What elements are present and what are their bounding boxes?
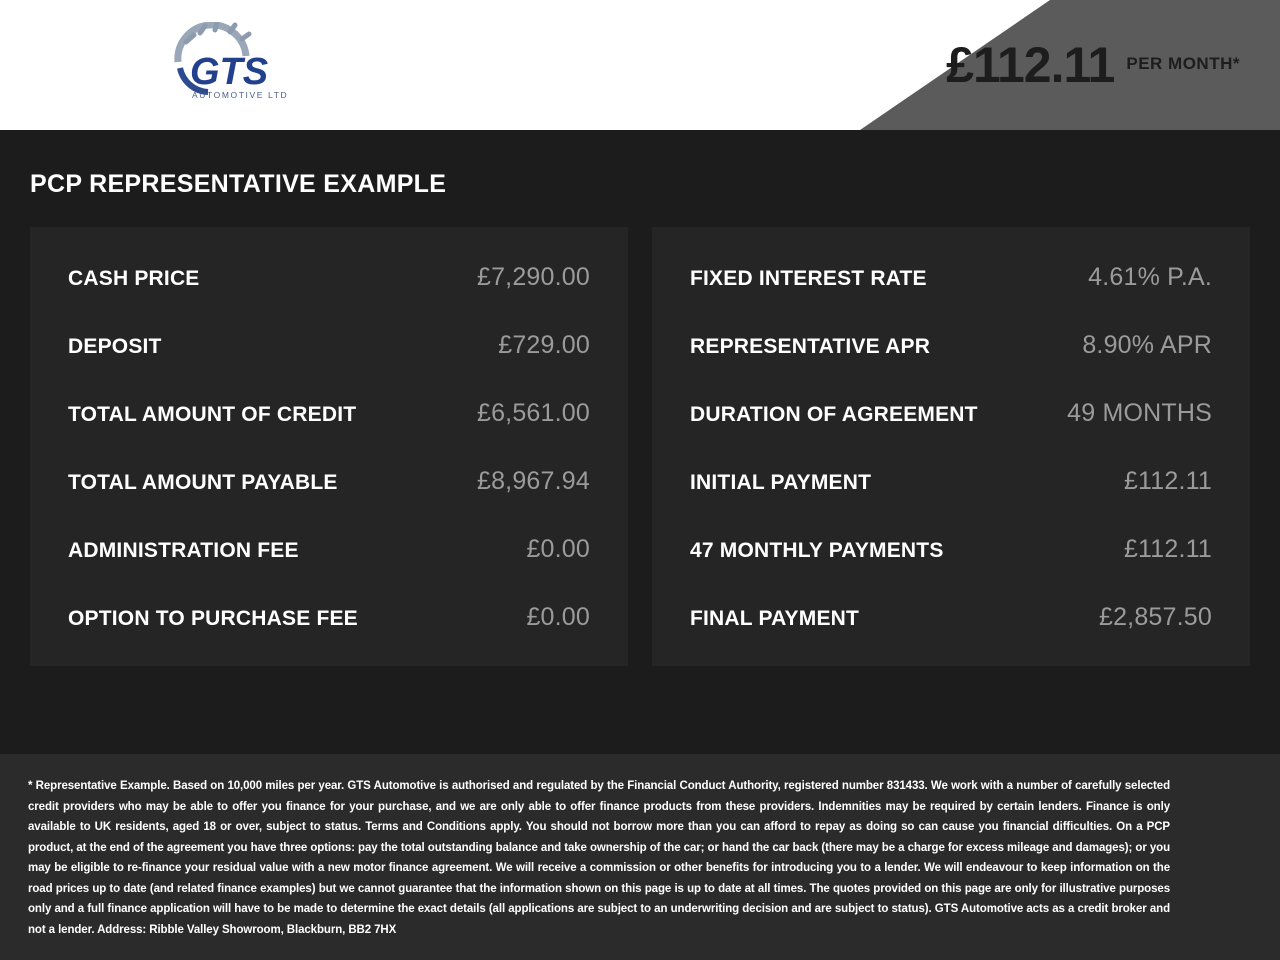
page-title: PCP REPRESENTATIVE EXAMPLE [30,170,447,198]
disclaimer-footer [0,754,1280,960]
table-row [690,535,1212,564]
svg-text:AUTOMOTIVE LTD: AUTOMOTIVE LTD [192,90,289,100]
row-value: £8,967.94 [476,467,590,495]
svg-text:GTS: GTS [190,51,269,93]
table-row [690,603,1212,632]
row-value: £7,290.00 [476,263,590,291]
gts-automotive-logo [160,22,290,108]
row-value: £112.11 [1123,535,1212,563]
table-row [68,263,590,292]
row-label: DEPOSIT [68,335,162,358]
row-label: CASH PRICE [68,267,200,290]
row-label: OPTION TO PURCHASE FEE [68,607,358,630]
row-value: £2,857.50 [1098,603,1212,631]
row-value: 4.61% P.A. [1088,263,1212,291]
monthly-price-period: PER MONTH* [1126,54,1240,73]
table-row [690,467,1212,496]
row-label: INITIAL PAYMENT [690,471,872,494]
table-row [690,331,1212,360]
page-header [0,0,1280,130]
row-value: £112.11 [1123,467,1212,495]
table-row [68,399,590,428]
row-value: 8.90% APR [1082,331,1212,359]
disclaimer-text: * Representative Example. Based on 10,000 miles per year. GTS Automotive is authorised and regulated by the Financial Conduct Authority, registered number 831433. We work with a number of carefully selected credit providers who may be able to offer you finance for your purchase, and we are only able to offer finance products from these providers. Indemnities may be required by certain lenders. Finance is only available to UK residents, aged 18 or over, subject to status. Terms and Conditions apply. You should not borrow more than you can afford to repay as doing so can cause you financial difficulties. On a PCP product, at the end of the agreement you have three options: pay the total outstanding balance and take ownership of the car; or hand the car back (there may be a charge for excess mileage and damages); or you may be eligible to re-finance your residual value with a new motor finance agreement. We will receive a commission or other benefits for introducing you to a lender. We will endeavour to keep information on the road prices up to date (and related finance examples) but we cannot guarantee that the information shown on this page is up to date at all times. The quotes provided on this page are only for illustrative purposes only and a full finance application will have to be made to determine the exact details (all applications are subject to an underwriting decision and are subject to status). GTS Automotive acts as a credit broker and not a lender. Address: Ribble Valley Showroom, Blackburn, BB2 7HX [28,780,1170,936]
table-row [690,263,1212,292]
row-value: £729.00 [498,331,590,359]
row-label: DURATION OF AGREEMENT [690,403,978,426]
finance-panel-right [652,227,1250,666]
row-label: REPRESENTATIVE APR [690,335,931,358]
table-row [690,399,1212,428]
row-value: £6,561.00 [476,399,590,427]
monthly-price-value: £112.11 [946,37,1115,93]
row-value: 49 MONTHS [1067,399,1212,427]
table-row [68,535,590,564]
row-label: 47 MONTHLY PAYMENTS [690,539,944,562]
main-content [0,130,1280,960]
row-label: TOTAL AMOUNT PAYABLE [68,471,338,494]
row-value: £0.00 [526,603,590,631]
row-label: TOTAL AMOUNT OF CREDIT [68,403,357,426]
table-row [68,331,590,360]
finance-panels [0,199,1280,666]
row-value: £0.00 [526,535,590,563]
row-label: FIXED INTEREST RATE [690,267,927,290]
row-label: FINAL PAYMENT [690,607,860,630]
row-label: ADMINISTRATION FEE [68,539,299,562]
monthly-price-block [860,0,1280,130]
finance-panel-left [30,227,628,666]
table-row [68,603,590,632]
table-row [68,467,590,496]
